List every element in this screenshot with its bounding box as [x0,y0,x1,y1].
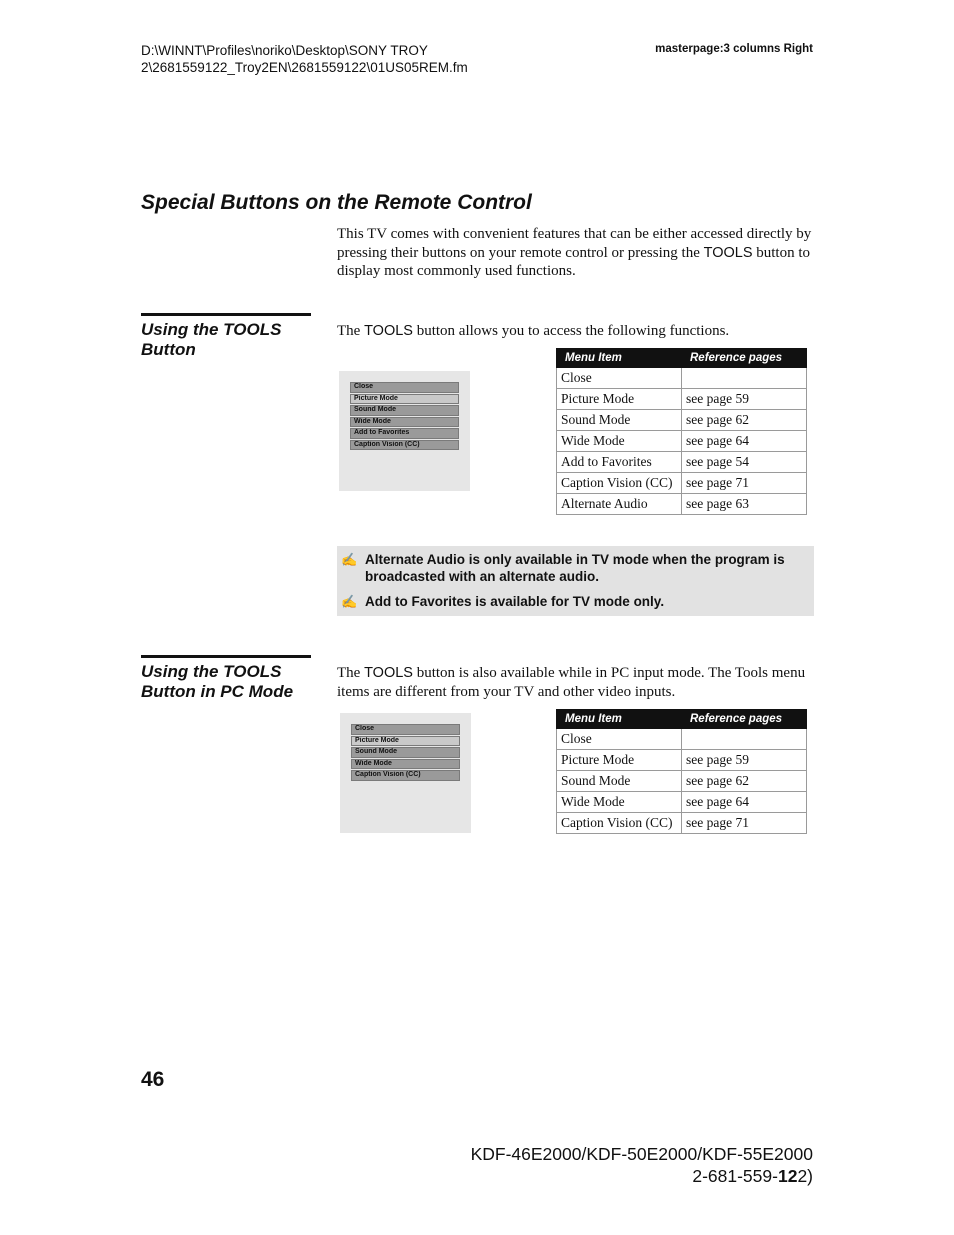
note-text: Alternate Audio is only available in TV mode when the program is broadcasted with an alternate audio. [365,552,785,584]
table-cell: see page 64 [682,792,807,813]
intro-paragraph [337,225,815,281]
table-cell: see page 54 [682,452,807,473]
table-header-row [557,710,807,729]
section1-text-before: The [337,323,365,339]
section1-tools-word: TOOLS [364,323,413,339]
table-header-reference-pages: Reference pages [682,349,807,368]
table-row [557,771,807,792]
tools-menu-item-selected: Picture Mode [351,736,460,747]
tools-menu-item: Wide Mode [350,417,459,428]
table-cell: Caption Vision (CC) [557,813,682,834]
table-row [557,750,807,771]
table-header-row [557,349,807,368]
table-cell: see page 71 [682,813,807,834]
section2-paragraph [337,664,815,702]
part-code [420,1165,813,1187]
table-header-reference-pages: Reference pages [682,710,807,729]
table-cell [682,368,807,389]
table-row [557,729,807,750]
tools-menu-item: Add to Favorites [350,428,459,439]
table-cell: Close [557,368,682,389]
table-cell: see page 59 [682,389,807,410]
table-row [557,431,807,452]
reference-table-tv [556,348,807,515]
table-cell: Caption Vision (CC) [557,473,682,494]
part-code-prefix: 2-681-559- [692,1166,778,1186]
intro-text-before: This TV comes with convenient features that can be either accessed directly by pressing their buttons on your remote control or pressing the [337,226,812,261]
section1-text-after: button allows you to access the following functions. [412,323,730,339]
part-code-suffix: 2) [797,1166,813,1186]
section2-tools-word: TOOLS [364,665,413,681]
table-row [557,473,807,494]
table-cell: see page 62 [682,410,807,431]
table-cell: see page 59 [682,750,807,771]
table-row [557,792,807,813]
table-cell: Wide Mode [557,431,682,452]
intro-text-after: button to display most commonly used functions. [337,244,811,279]
table-cell: see page 64 [682,431,807,452]
tools-menu-screenshot [339,371,470,491]
table-cell [682,729,807,750]
table-cell: Picture Mode [557,389,682,410]
section1-heading [141,320,316,360]
section1-heading-line2: Button [141,340,196,359]
note-pencil-icon: ✍ [341,552,358,567]
table-cell: Sound Mode [557,410,682,431]
tools-menu [350,382,459,451]
note-item [341,593,804,610]
tools-menu-item: Wide Mode [351,759,460,770]
pc-tools-menu-screenshot [340,713,471,833]
tools-menu-item: Caption Vision (CC) [351,770,460,781]
page-number: 46 [141,1068,165,1091]
table-row [557,389,807,410]
table-cell: Close [557,729,682,750]
file-path-line-1: D:\WINNT\Profiles\noriko\Desktop\SONY TROY [141,43,428,58]
tools-menu-item: Close [351,724,460,735]
page-title: Special Buttons on the Remote Control [141,191,532,214]
table-row [557,368,807,389]
section1-paragraph [337,322,815,341]
section1-heading-line1: Using the TOOLS [141,320,282,339]
masterpage-label: masterpage:3 columns Right [655,43,813,55]
table-row [557,410,807,431]
table-cell: Alternate Audio [557,494,682,515]
table-cell: see page 63 [682,494,807,515]
section2-text-before: The [337,665,365,681]
table-row [557,494,807,515]
tools-menu-item: Sound Mode [350,405,459,416]
table-cell: Wide Mode [557,792,682,813]
tools-menu-item: Caption Vision (CC) [350,440,459,451]
note-item [341,551,804,585]
tools-menu-item: Sound Mode [351,747,460,758]
tools-menu-item-selected: Picture Mode [350,394,459,405]
table-cell: Picture Mode [557,750,682,771]
file-path-line-2: 2\2681559122_Troy2EN\2681559122\01US05REM.fm [141,60,468,75]
reference-table-pc [556,709,807,834]
part-code-bold: 12 [777,1166,798,1186]
table-cell: Sound Mode [557,771,682,792]
table-cell: see page 62 [682,771,807,792]
table-header-menu-item: Menu Item [557,349,682,368]
section2-text-after: button is also available while in PC input mode. The Tools menu items are different from your TV and other video inputs. [337,665,806,700]
tools-menu-item: Close [350,382,459,393]
section2-heading [141,662,316,702]
intro-tools-word: TOOLS [703,244,753,261]
table-row [557,813,807,834]
table-cell: see page 71 [682,473,807,494]
model-footer [420,1143,813,1187]
notes-box [337,546,814,616]
table-cell: Add to Favorites [557,452,682,473]
table-header-menu-item: Menu Item [557,710,682,729]
note-pencil-icon: ✍ [341,594,358,609]
section1-rule [141,313,311,316]
section2-heading-line2: Button in PC Mode [141,682,294,701]
file-path-header [141,42,468,76]
section2-rule [141,655,311,658]
note-text: Add to Favorites is available for TV mode only. [365,594,665,609]
pc-tools-menu [351,724,460,782]
model-numbers: KDF-46E2000/KDF-50E2000/KDF-55E2000 [470,1144,813,1164]
table-row [557,452,807,473]
section2-heading-line1: Using the TOOLS [141,662,282,681]
